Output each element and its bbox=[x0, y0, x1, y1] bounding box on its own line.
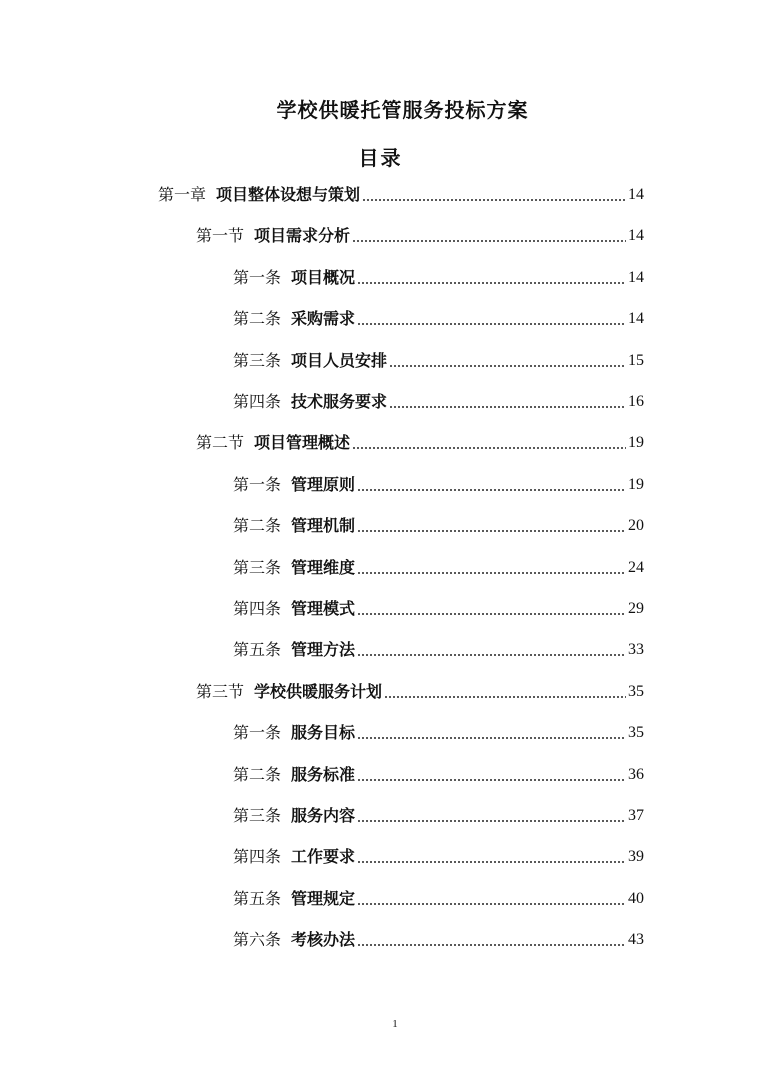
toc-entry[interactable] bbox=[233, 798, 644, 826]
toc-entry[interactable] bbox=[233, 260, 644, 288]
toc-dot-leader bbox=[389, 365, 626, 367]
toc-entry-number: 第五条 bbox=[233, 888, 282, 908]
toc-entry-page-number: 37 bbox=[628, 807, 644, 824]
toc-entry[interactable] bbox=[196, 425, 644, 453]
toc-entry-number: 第六条 bbox=[233, 930, 282, 950]
toc-entry-page-number: 39 bbox=[628, 848, 644, 866]
toc-entry-page-number: 14 bbox=[628, 268, 644, 286]
toc-entry-number: 第三条 bbox=[233, 806, 282, 825]
toc-entry-label: 服务内容 bbox=[291, 806, 356, 825]
toc-dot-leader bbox=[352, 240, 626, 242]
toc-dot-leader bbox=[362, 199, 626, 201]
toc-entry-number: 第一条 bbox=[233, 723, 282, 743]
toc-entry-page-number: 20 bbox=[628, 517, 644, 535]
toc-entry[interactable] bbox=[158, 177, 644, 205]
toc-entry-page-number: 19 bbox=[628, 434, 644, 452]
toc-entry-page-number: 40 bbox=[628, 889, 644, 907]
toc-entry-label: 技术服务要求 bbox=[291, 392, 388, 411]
toc-entry-label: 学校供暖服务计划 bbox=[254, 681, 383, 701]
toc-entry-number: 第五条 bbox=[233, 640, 282, 660]
toc-dot-leader bbox=[384, 696, 626, 698]
toc-entry-page-number: 14 bbox=[628, 310, 644, 328]
toc-entry-number: 第一条 bbox=[233, 474, 282, 494]
toc-entry[interactable] bbox=[233, 508, 644, 536]
toc-entry-number: 第二条 bbox=[233, 516, 282, 536]
toc-entry[interactable] bbox=[233, 467, 644, 495]
toc-entry[interactable] bbox=[233, 384, 644, 412]
toc-entry-page-number: 14 bbox=[628, 186, 644, 203]
toc-entry-label: 服务目标 bbox=[291, 723, 356, 743]
toc-entry[interactable] bbox=[233, 757, 644, 785]
toc-heading: 目录 bbox=[358, 146, 403, 170]
toc-entry-page-number: 16 bbox=[628, 393, 644, 410]
toc-entry-number: 第二节 bbox=[196, 433, 245, 453]
toc-entry-number: 第一章 bbox=[158, 185, 207, 204]
toc-dot-leader bbox=[352, 447, 626, 449]
toc-entry[interactable] bbox=[196, 218, 644, 246]
toc-entry-label: 管理维度 bbox=[291, 557, 356, 577]
toc-entry-label: 管理模式 bbox=[291, 599, 356, 618]
toc-entry-number: 第一条 bbox=[233, 267, 282, 287]
toc-entry[interactable] bbox=[233, 632, 644, 660]
toc-entry-page-number: 35 bbox=[628, 724, 644, 742]
toc-entry[interactable] bbox=[233, 591, 644, 619]
toc-dot-leader bbox=[357, 861, 626, 863]
toc-entry[interactable] bbox=[233, 839, 644, 867]
toc-entry-page-number: 24 bbox=[628, 558, 644, 576]
toc-entry-number: 第一节 bbox=[196, 226, 245, 246]
toc-dot-leader bbox=[357, 323, 626, 325]
toc-entry-label: 管理方法 bbox=[291, 640, 356, 660]
footer-page-number: 1 bbox=[392, 1018, 398, 1030]
toc-entry[interactable] bbox=[233, 881, 644, 909]
toc-dot-leader bbox=[389, 406, 626, 408]
toc-entry-number: 第三条 bbox=[233, 350, 282, 370]
toc-entry-page-number: 33 bbox=[628, 641, 644, 659]
toc-dot-leader bbox=[357, 944, 626, 946]
toc-entry-number: 第二条 bbox=[233, 309, 282, 329]
toc-entry-number: 第三条 bbox=[233, 557, 282, 577]
toc-entry-label: 项目整体设想与策划 bbox=[216, 185, 361, 204]
toc-entry-label: 管理原则 bbox=[291, 474, 356, 494]
toc-entry[interactable] bbox=[233, 550, 644, 578]
toc-entry[interactable] bbox=[233, 343, 644, 371]
toc-entry-label: 工作要求 bbox=[291, 847, 356, 867]
toc-entry-page-number: 19 bbox=[628, 475, 644, 493]
toc-dot-leader bbox=[357, 737, 626, 739]
toc-entry[interactable] bbox=[233, 922, 644, 950]
toc-dot-leader bbox=[357, 572, 626, 574]
toc-entry-page-number: 36 bbox=[628, 765, 644, 783]
toc-dot-leader bbox=[357, 613, 626, 615]
toc-dot-leader bbox=[357, 654, 626, 656]
toc-dot-leader bbox=[357, 489, 626, 491]
toc-entry-number: 第四条 bbox=[233, 847, 282, 867]
toc-entry-page-number: 35 bbox=[628, 682, 644, 700]
toc-entry-number: 第三节 bbox=[196, 681, 245, 701]
toc-dot-leader bbox=[357, 903, 626, 905]
toc-dot-leader bbox=[357, 779, 626, 781]
toc-entry-label: 管理规定 bbox=[291, 888, 356, 908]
toc-entry-number: 第二条 bbox=[233, 764, 282, 784]
toc-entry-label: 项目管理概述 bbox=[254, 433, 351, 453]
toc-entry-page-number: 14 bbox=[628, 227, 644, 245]
toc-entry-page-number: 43 bbox=[628, 931, 644, 949]
toc-entry-number: 第四条 bbox=[233, 599, 282, 618]
toc-entry-label: 项目概况 bbox=[291, 267, 356, 287]
toc-entry-label: 考核办法 bbox=[291, 930, 356, 950]
toc-entry-label: 服务标准 bbox=[291, 764, 356, 784]
toc-entry-label: 管理机制 bbox=[291, 516, 356, 536]
toc-dot-leader bbox=[357, 820, 626, 822]
toc-entry-label: 采购需求 bbox=[291, 309, 356, 329]
toc-entry[interactable] bbox=[233, 715, 644, 743]
toc-entry-page-number: 15 bbox=[628, 351, 644, 369]
toc-entry-number: 第四条 bbox=[233, 392, 282, 411]
toc-dot-leader bbox=[357, 530, 626, 532]
toc-dot-leader bbox=[357, 282, 626, 284]
toc-entry[interactable] bbox=[196, 674, 644, 702]
toc-entry-label: 项目需求分析 bbox=[254, 226, 351, 246]
toc-entry-page-number: 29 bbox=[628, 600, 644, 617]
document-title: 学校供暖托管服务投标方案 bbox=[276, 98, 529, 122]
toc-entry[interactable] bbox=[233, 301, 644, 329]
toc-entry-label: 项目人员安排 bbox=[291, 350, 388, 370]
